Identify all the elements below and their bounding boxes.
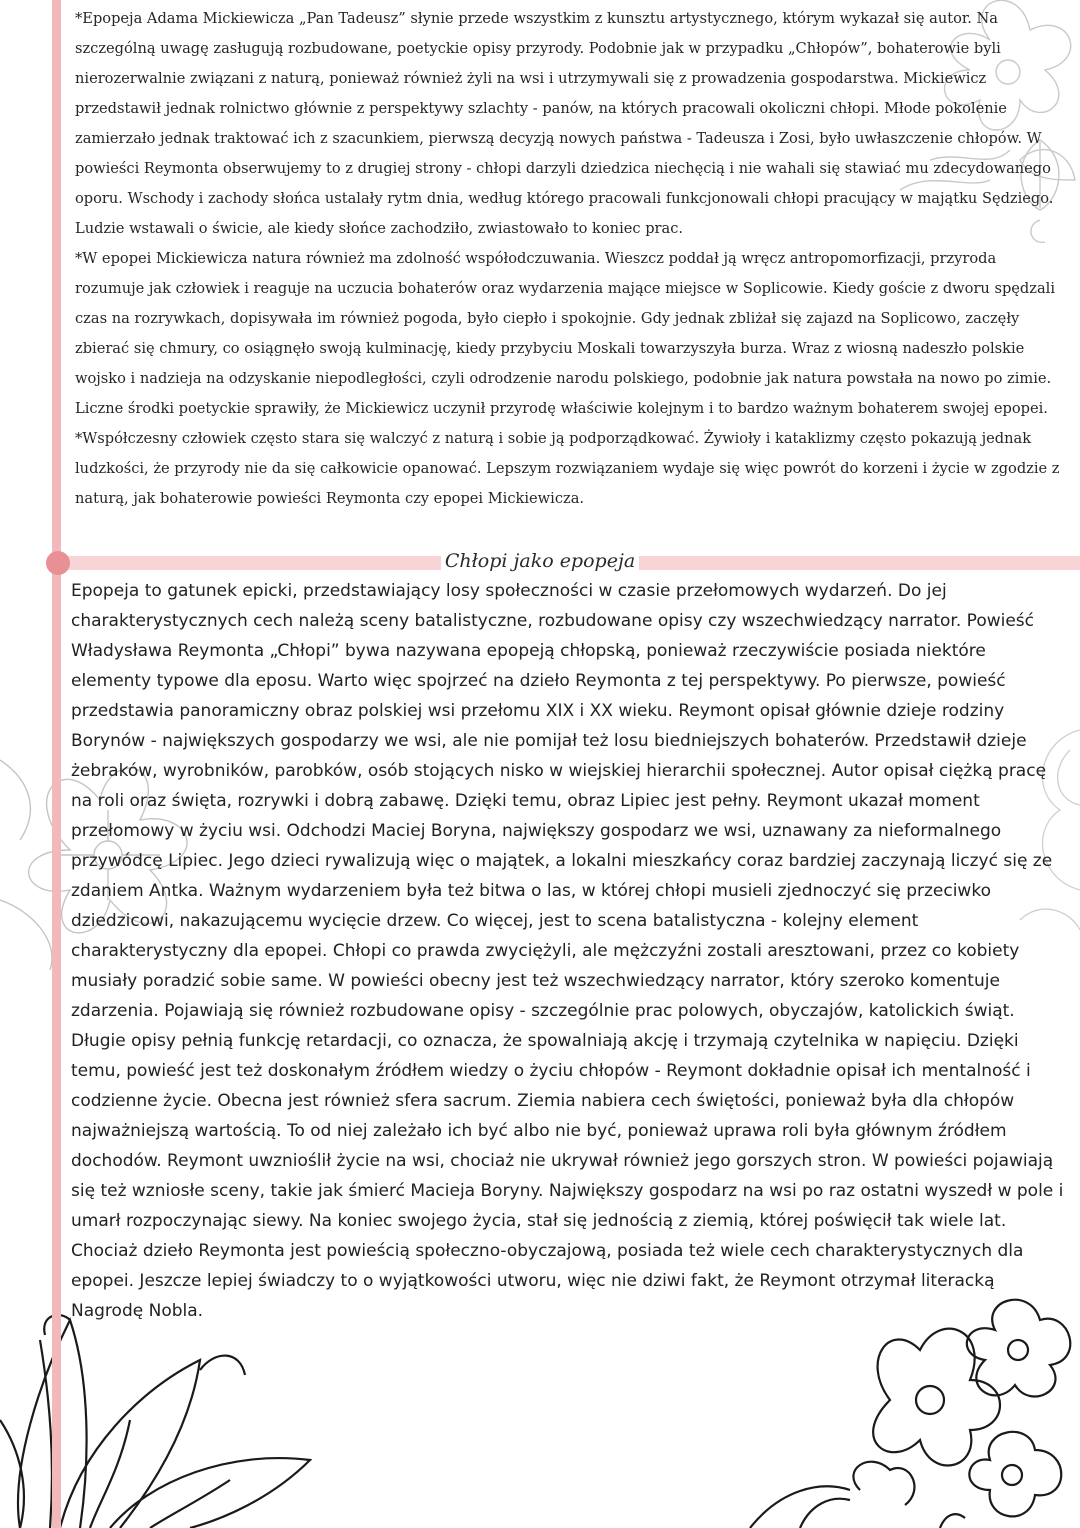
section-heading — [0, 547, 1080, 575]
paragraph-pan-tadeusz: *Epopeja Adama Mickiewicza „Pan Tadeusz” słynie przede wszystkim z kunsztu artystycznego, którym wykazał się autor. Na szczególną uwagę zasługują rozbudowane, poetyckie opisy przyrody. Podobnie jak w przypadku „Chłopów”, bohaterowie byli nierozerwalnie związani z naturą, ponieważ również żyli na wsi i utrzymywali się z prowadzenia gospodarstwa. Mickiewicz przedstawił jednak rolnictwo głównie z perspektywy szlachty - panów, na których pracowali okoliczni chłopi. Młode pokolenie zamierzało jednak traktować ich z szacunkiem, pierwszą decyzją nowych państwa - Tadeusza i Zosi, było uwłaszczenie chłopów. W powieści Reymonta obserwujemy to z drugiej strony - chłopi darzyli dziedzica niechęcią i nie wahali się stawiać mu zdecydowanego oporu. Wschody i zachody słońca ustalały rytm dnia, według którego pracowali funkcjonowali chłopi pracujący w majątku Sędziego. Ludzie wstawali o świcie, ale kiedy słońce zachodziło, zwiastowało to koniec prac. — [75, 10, 1054, 237]
paragraph-modern-man: *Współczesny człowiek często stara się walczyć z naturą i sobie ją podporządkować. Żywioły i kataklizmy często pokazują jednak ludzkości, że przyrody nie da się całkowicie opanować. Lepszym rozwiązaniem wydaje się więc powrót do korzeni i życie w zgodzie z naturą, jak bohaterowie powieści Reymonta czy epopei Mickiewicza. — [75, 430, 1060, 507]
paragraph-nature-empathy: *W epopei Mickiewicza natura również ma zdolność współodczuwania. Wieszcz poddał ją wręcz antropomorfizacji, przyroda rozumuje jak człowiek i reaguje na uczucia bohaterów oraz wydarzenia mające miejsce w Soplicowie. Kiedy goście z dworu spędzali czas na rozrywkach, dopisywała im również pogoda, było ciepło i spokojnie. Gdy jednak zbliżał się zajazd na Soplicowo, zaczęły zbierać się chmury, co osiągnęło swoją kulminację, kiedy przybyciu Moskali towarzyszyła burza. Wraz z wiosną nadeszło polskie wojsko i nadzieja na odzyskanie niepodległości, czyli odrodzenie narodu polskiego, podobnie jak natura powstała na nowo po zimie. Liczne środki poetyckie sprawiły, że Mickiewicz uczynił przyrodę właściwie kolejnym i to bardzo ważnym bohaterem swojej epopei. — [75, 250, 1055, 417]
main-section — [71, 576, 1066, 1326]
paragraph-chlopi-epopeja: Epopeja to gatunek epicki, przedstawiający losy społeczności w czasie przełomowych wydarzeń. Do jej charakterystycznych cech należą sceny batalistyczne, rozbudowane opisy czy wszechwiedzący narrator. Powieść Władysława Reymonta „Chłopi” bywa nazywana epopeją chłopską, ponieważ rzeczywiście posiada niektóre elementy typowe dla eposu. Warto więc spojrzeć na dzieło Reymonta z tej perspektywy. Po pierwsze, powieść przedstawia panoramiczny obraz polskiej wsi przełomu XIX i XX wieku. Reymont opisał głównie dzieje rodziny Borynów - największych gospodarzy we wsi, ale nie pomijał też losu biedniejszych bohaterów. Przedstawił dzieje żebraków, wyrobników, parobków, osób stojących nisko w wiejskiej hierarchii społecznej. Autor opisał ciężką pracę na roli oraz święta, rozrywki i dobrą zabawę. Dzięki temu, obraz Lipiec jest pełny. Reymont ukazał moment przełomowy w życiu wsi. Odchodzi Maciej Boryna, największy gospodarz we wsi, uznawany za nieformalnego przywódcę Lipiec. Jego dzieci rywalizują więc o majątek, a lokalni mieszkańcy coraz bardziej zaczynają liczyć się ze zdaniem Antka. Ważnym wydarzeniem była też bitwa o las, w której chłopi musieli zjednoczyć się przeciwko dziedzicowi, nakazującemu wycięcie drzew. Co więcej, jest to scena batalistyczna - kolejny element charakterystyczny dla epopei. Chłopi co prawda zwyciężyli, ale mężczyźni zostali aresztowani, przez co kobiety musiały poradzić sobie same. W powieści obecny jest też wszechwiedzący narrator, który szeroko komentuje zdarzenia. Pojawiają się również rozbudowane opisy - szczególnie prac polowych, obyczajów, katolickich świąt. Długie opisy pełnią funkcję retardacji, co oznacza, że spowalniają akcję i trzymają czytelnika w napięciu. Dzięki temu, powieść jest też doskonałym źródłem wiedzy o życiu chłopów - Reymont dokładnie opisał ich mentalność i codzienne życie. Obecna jest również sfera sacrum. Ziemia nabiera cech świętości, ponieważ była dla chłopów najważniejszą wartością. To od niej zależało ich być albo nie być, ponieważ uprawa roli była głównym źródłem dochodów. Reymont uwznioślił życie na wsi, chociaż nie ukrywał również jego gorszych stron. W powieści pojawiają się też wzniosłe sceny, takie jak śmierć Macieja Boryny. Największy gospodarz na wsi po raz ostatni wyszedł w pole i umarł rozpoczynając siewy. Na koniec swojego życia, stał się jednością z ziemią, której poświęcił tak wiele lat. Chociaż dzieło Reymonta jest powieścią społeczno-obyczajową, posiada też wiele cech charakterystycznych dla epopei. Jeszcze lepiej świadczy to o wyjątkowości utworu, więc nie dziwi fakt, że Reymont otrzymał literacką Nagrodę Nobla. — [71, 581, 1064, 1321]
margin-line — [52, 0, 61, 1528]
intro-section — [75, 4, 1065, 514]
section-title: Chłopi jako epopeja — [441, 550, 639, 572]
hibiscus-flower-icon — [0, 1300, 330, 1528]
